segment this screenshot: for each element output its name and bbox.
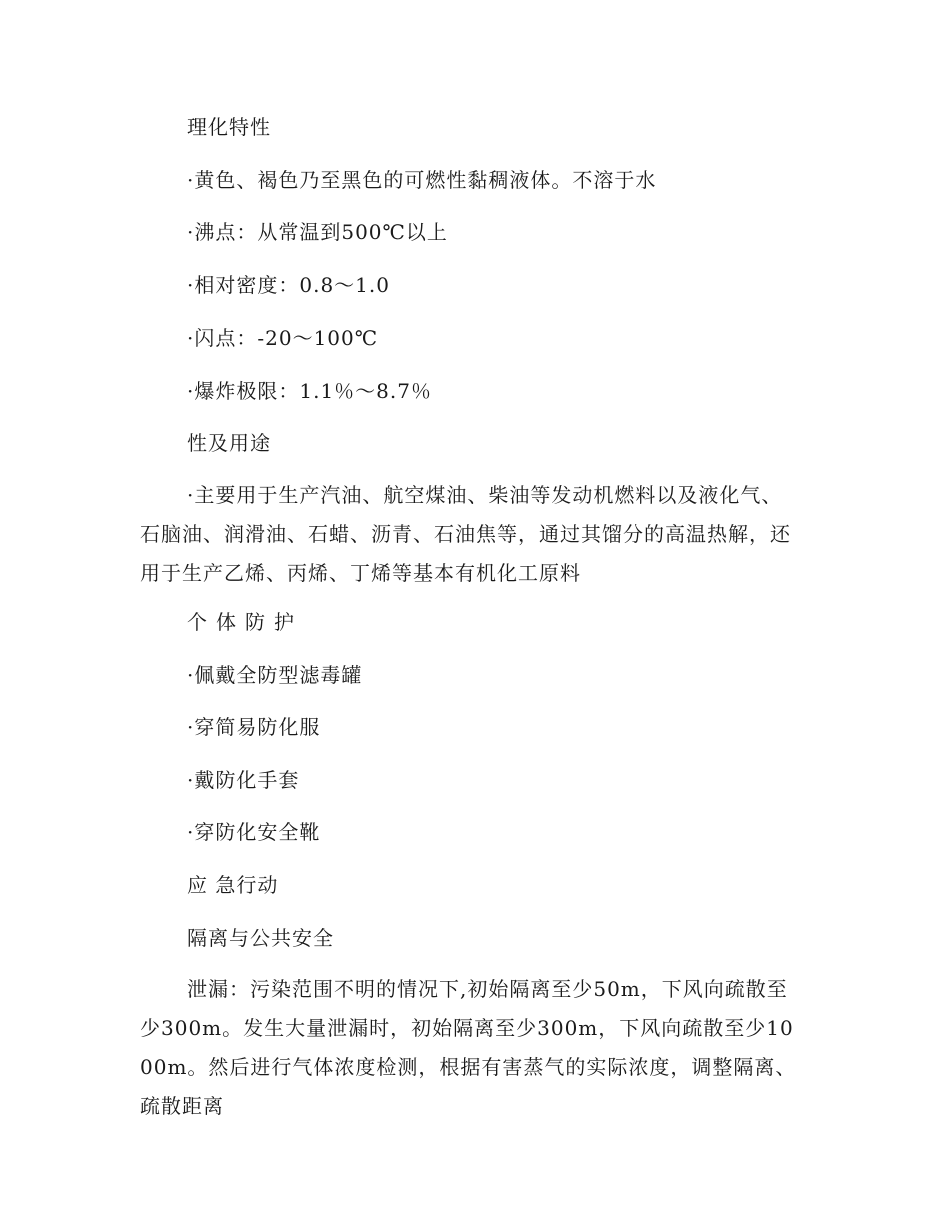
props-item-boiling-point: ·沸点：从常温到500℃以上 [187, 220, 448, 244]
ppe-item-suit: ·穿简易防化服 [187, 715, 321, 739]
props-item-color: ·黄色、褐色乃至黑色的可燃性黏稠液体。不溶于水 [187, 168, 657, 192]
ppe-item-boots: ·穿防化安全靴 [187, 820, 321, 844]
leak-paragraph: 泄漏：污染范围不明的情况下,初始隔离至少50m，下风向疏散至少300m。发生大量泄漏时，初始隔离至少300m，下风向疏散至少1000m。然后进行气体浓度检测，根据有害蒸气的实际浓度，调整隔离、疏散距离 [140, 977, 797, 1118]
props-item-density: ·相对密度：0.8～1.0 [187, 273, 390, 297]
uses-heading: 性及用途 [187, 431, 271, 455]
ppe-heading: 个体防护 [187, 610, 303, 634]
ppe-item-filter: ·佩戴全防型滤毒罐 [187, 663, 363, 687]
props-item-flash-point: ·闪点：-20～100℃ [187, 326, 379, 350]
ppe-item-gloves: ·戴防化手套 [187, 768, 300, 792]
emergency-heading: 应 急行动 [187, 873, 279, 897]
props-item-explosion-limit: ·爆炸极限：1.1％～8.7％ [187, 379, 432, 403]
props-heading: 理化特性 [187, 115, 271, 139]
uses-paragraph: ·主要用于生产汽油、航空煤油、柴油等发动机燃料以及液化气、石脑油、润滑油、石蜡、沥青、石油焦等，通过其馏分的高温热解，还用于生产乙烯、丙烯、丁烯等基本有机化工原料 [140, 483, 791, 585]
isolation-heading: 隔离与公共安全 [187, 926, 334, 950]
